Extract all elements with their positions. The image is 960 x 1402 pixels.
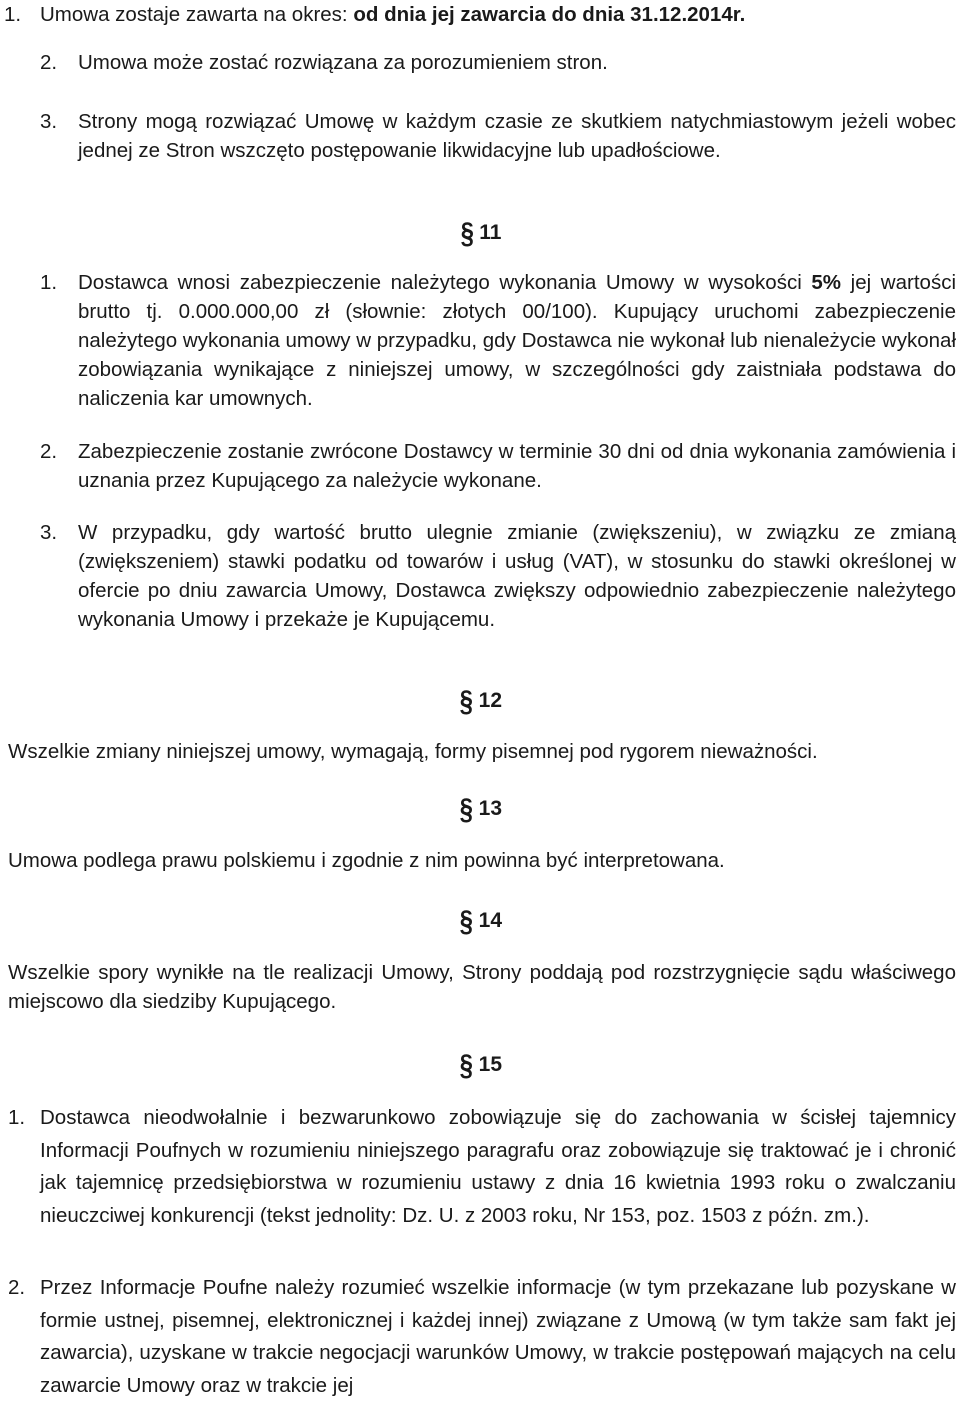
item-number: 2. — [40, 440, 58, 463]
section-symbol: § — [459, 685, 473, 718]
list-item — [8, 1102, 956, 1232]
item-text: Umowa zostaje zawarta na okres: od dnia jej zawarcia do dnia 31.12.2014r. — [40, 3, 746, 26]
item-number: 3. — [40, 110, 58, 133]
item-number: 1. — [40, 271, 58, 294]
list-item — [8, 1272, 956, 1402]
item-text: Zabezpieczenie zostanie zwrócone Dostawcy w terminie 30 dni od dnia wykonania zamówienia i uznania przez Kupującego za należycie wykonane. — [78, 440, 956, 492]
item-text: Strony mogą rozwiązać Umowę w każdym czasie ze skutkiem natychmiastowym jeżeli wobec jednej ze Stron wszczęto postępowanie likwidacyjne lub upadłościowe. — [78, 110, 956, 162]
section-symbol: § — [459, 905, 473, 938]
section-heading: § 12 — [459, 685, 503, 718]
list-item — [40, 437, 956, 495]
item-text: Dostawca wnosi zabezpieczenie należytego wykonania Umowy w wysokości 5% jej wartości brutto tj. 0.000.000,00 zł (słownie: złotych 00/100). Kupujący uruchomi zabezpieczenie należytego wykonania umowy w przypadku, gdy Dostawca nie wykonał lub nienależycie wykonał zobowiązania wynikające z niniejszej umowy, w szczególności gdy zaistniała podstawa do naliczenia kar umownych. — [78, 271, 956, 410]
section-heading: § 11 — [460, 217, 502, 250]
section-symbol: § — [460, 217, 474, 250]
list-item — [40, 268, 956, 413]
item-text: Dostawca nieodwołalnie i bezwarunkowo zobowiązuje się do zachowania w ścisłej tajemnicy Informacji Poufnych w rozumieniu niniejszego paragrafu oraz zobowiązuje się traktować je i chronić jak tajemnicę przedsiębiorstwa w rozumieniu ustawy z dnia 16 kwietnia 1993 roku o zwalczaniu nieuczciwej konkurencji (tekst jednolity: Dz. U. z 2003 roku, Nr 153, poz. 1503 z późn. zm.). — [40, 1106, 956, 1227]
list-item — [4, 0, 956, 29]
item-number: 1. — [8, 1106, 26, 1129]
list-item — [40, 48, 956, 77]
list-item — [40, 107, 956, 165]
section-text: Wszelkie zmiany niniejszej umowy, wymagają, formy pisemnej pod rygorem nieważności. — [8, 740, 818, 763]
item-text: W przypadku, gdy wartość brutto ulegnie zmianie (zwiększeniu), w związku ze zmianą (zwiększeniem) stawki podatku od towarów i usług (VAT), w stosunku do stawki określonej w ofercie po dniu zawarcia Umowy, Dostawca zwiększy odpowiednio zabezpieczenie należytego wykonania Umowy i przekaże je Kupującemu. — [78, 521, 956, 631]
section-symbol: § — [459, 1049, 473, 1082]
section-heading: § 13 — [459, 793, 503, 826]
item-number: 1. — [4, 3, 22, 26]
item-number: 2. — [40, 51, 58, 74]
section-text: Wszelkie spory wynikłe na tle realizacji Umowy, Strony poddają pod rozstrzygnięcie sądu właściwego miejscowo dla siedziby Kupującego. — [8, 961, 956, 1013]
contract-period: od dnia jej zawarcia do dnia 31.12.2014r. — [353, 3, 746, 26]
item-number: 2. — [8, 1276, 26, 1299]
section-heading: § 15 — [459, 1049, 503, 1082]
item-text: Przez Informacje Poufne należy rozumieć wszelkie informacje (w tym przekazane lub pozyskane w formie ustnej, pisemnej, elektronicznej i każdej innej) związane z Umową (w tym także sam fakt jej zawarcia), uzyskane w trakcie negocjacji warunków Umowy, w trakcie postępowań mających na celu zawarcie Umowy oraz w trakcie jej — [40, 1276, 956, 1397]
item-text: Umowa może zostać rozwiązana za porozumieniem stron. — [78, 51, 608, 74]
section-text: Umowa podlega prawu polskiemu i zgodnie z nim powinna być interpretowana. — [8, 849, 725, 872]
guarantee-percent: 5% — [811, 271, 842, 294]
list-item — [40, 518, 956, 634]
section-symbol: § — [459, 793, 473, 826]
section-heading: § 14 — [459, 905, 503, 938]
item-number: 3. — [40, 521, 58, 544]
